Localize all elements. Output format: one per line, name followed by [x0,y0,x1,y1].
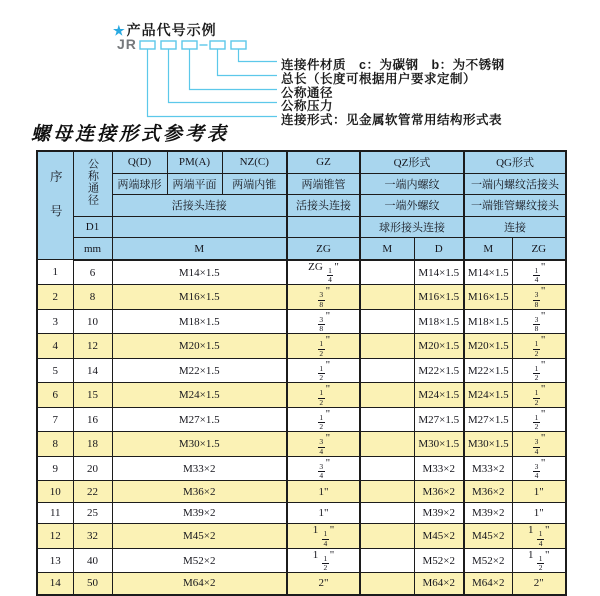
cell [360,432,414,457]
cell: M36×2 [414,481,464,502]
header-qz-line2: 一端外螺纹 [360,195,464,217]
cell: $\frac{3}{4}$ " [287,456,360,481]
cell: 12 [37,524,73,549]
table-row [37,502,566,523]
cell: 1 [37,260,73,285]
header-gz-code: GZ [287,151,360,173]
table-row [37,334,566,359]
diagram-label-pressure: 公称压力 [281,99,334,113]
cell: M16×1.5 [112,285,287,310]
header-qz-code: QZ形式 [360,151,464,173]
cell: 1" [512,481,566,502]
cell: 1 $\frac{1}{2}$ " [512,548,566,573]
cell: M20×1.5 [112,334,287,359]
cell: M27×1.5 [112,407,287,432]
cell [360,524,414,549]
leader-line [239,49,278,62]
cell: $\frac{1}{2}$ " [287,334,360,359]
cell: 14 [73,358,112,383]
product-code-prefix: JR [117,36,137,52]
cell: 14 [37,573,73,595]
header-qg-line2: 一端锥管螺纹接头 [464,195,566,217]
cell: 22 [73,481,112,502]
header-blank-gz [287,216,360,238]
cell: M52×2 [112,548,287,573]
header-blank-qpn [112,216,287,238]
cell: 25 [73,502,112,523]
cell: 13 [37,548,73,573]
diagram-label-material: 连接件材质 c：为碳钢 b：为不锈钢 [281,58,505,72]
cell: M18×1.5 [112,309,287,334]
header-qg-sub2: ZG [512,238,566,260]
fraction: $\frac{3}{4}$ [319,461,324,481]
diagram-label-diameter: 公称通径 [281,86,334,100]
cell: 1 $\frac{1}{4}$ " [287,524,360,549]
fraction: $\frac{1}{2}$ [319,388,324,407]
fraction: $\frac{3}{8}$ [534,290,539,309]
header-m-thread: M [112,238,287,260]
header-qz-sub1: M [360,238,414,260]
header-mm: mm [73,238,112,260]
cell: 6 [73,260,112,285]
cell: $\frac{1}{2}$ " [512,334,566,359]
cell: M30×1.5 [414,432,464,457]
cell: $\frac{1}{2}$ " [287,358,360,383]
fraction: $\frac{3}{4}$ [319,437,324,456]
star-icon: ★ [113,23,126,38]
table-title: 螺母连接形式参考表 [31,124,230,145]
cell: 1" [512,502,566,523]
fraction: $\frac{1}{4}$ [538,529,543,548]
table-body [37,260,566,595]
fraction: $\frac{1}{2}$ [534,388,539,407]
cell: 32 [73,524,112,549]
cell: M30×1.5 [464,432,512,457]
cell: 2 [37,285,73,310]
code-box [231,41,246,49]
fraction: $\frac{1}{2}$ [534,412,539,432]
cell: $\frac{3}{4}$ " [287,432,360,457]
header-qz-line3: 球形接头连接 [360,216,464,238]
fraction: $\frac{1}{4}$ [328,265,332,285]
cell: M39×2 [112,502,287,523]
cell: 18 [73,432,112,457]
cell [360,407,414,432]
table-row [37,260,566,285]
fraction: $\frac{1}{2}$ [538,553,543,572]
cell: $\frac{3}{8}$ " [287,309,360,334]
cell: M52×2 [414,548,464,573]
header-qg-code: QG形式 [464,151,566,173]
header-nz-code: NZ(C) [222,151,287,173]
fraction: $\frac{1}{2}$ [534,363,539,383]
cell: M52×2 [464,548,512,573]
table-row [37,573,566,595]
cell: 1 $\frac{1}{2}$ " [287,548,360,573]
table-row [37,309,566,334]
header-qz-line1: 一端内螺纹 [360,173,464,195]
cell: 1" [287,481,360,502]
cell: 9 [37,456,73,481]
cell [360,548,414,573]
cell: M45×2 [112,524,287,549]
cell [360,502,414,523]
fraction: $\frac{1}{2}$ [323,553,328,572]
table-row [37,358,566,383]
cell: 8 [37,432,73,457]
header-gz-connection: 活接头连接 [287,195,360,217]
cell: M39×2 [414,502,464,523]
leader-line [218,49,278,76]
cell: M36×2 [464,481,512,502]
table-row [37,548,566,573]
cell: $\frac{1}{2}$ " [287,407,360,432]
cell: M22×1.5 [112,358,287,383]
cell: M30×1.5 [112,432,287,457]
cell: 4 [37,334,73,359]
cell: M18×1.5 [414,309,464,334]
cell: 10 [37,481,73,502]
fraction: $\frac{1}{2}$ [319,412,324,432]
cell: M16×1.5 [414,285,464,310]
leader-line [190,49,278,90]
header-d1: D1 [73,216,112,238]
header-qg-sub1: M [464,238,512,260]
table-row [37,407,566,432]
cell: 2" [512,573,566,595]
header-union-connection: 活接头连接 [112,195,287,217]
fraction: $\frac{1}{4}$ [534,265,539,285]
cell: M18×1.5 [464,309,512,334]
cell [360,383,414,408]
code-box [140,41,155,49]
fraction: $\frac{1}{2}$ [319,339,324,358]
cell: M14×1.5 [112,260,287,285]
cell: 3 [37,309,73,334]
table-row [37,383,566,408]
header-serial: 序号 [37,151,73,260]
cell: 11 [37,502,73,523]
cell [360,285,414,310]
fraction: $\frac{1}{4}$ [323,529,328,548]
cell [360,334,414,359]
cell: M33×2 [464,456,512,481]
header-nz-ends: 两端内锥 [222,173,287,195]
cell: 5 [37,358,73,383]
cell: 1 $\frac{1}{4}$ " [512,524,566,549]
fraction: $\frac{1}{2}$ [319,363,324,383]
cell [360,481,414,502]
cell [360,260,414,285]
cell: M27×1.5 [414,407,464,432]
cell: M14×1.5 [464,260,512,285]
header-gz-unit: ZG [287,238,360,260]
header-qg-line3: 连接 [464,216,566,238]
cell: $\frac{1}{2}$ " [287,383,360,408]
cell: M45×2 [464,524,512,549]
cell: M22×1.5 [464,358,512,383]
diagram-label-length: 总长（长度可根据用户要求定制） [281,72,477,86]
cell [360,573,414,595]
cell: 6 [37,383,73,408]
header-pm-code: PM(A) [167,151,222,173]
cell: M33×2 [112,456,287,481]
cell: 15 [73,383,112,408]
cell: M20×1.5 [464,334,512,359]
fraction: $\frac{1}{2}$ [534,339,539,358]
cell: M24×1.5 [112,383,287,408]
cell: M16×1.5 [464,285,512,310]
cell: $\frac{1}{2}$ " [512,383,566,408]
cell: $\frac{3}{4}$ " [512,432,566,457]
cell: M20×1.5 [414,334,464,359]
cell: $\frac{1}{4}$ " [512,260,566,285]
cell: 50 [73,573,112,595]
cell: M64×2 [112,573,287,595]
header-qg-line1: 一端内螺纹活接头 [464,173,566,195]
code-box [210,41,225,49]
leader-line [148,49,278,117]
cell: 20 [73,456,112,481]
cell: 16 [73,407,112,432]
fraction: $\frac{3}{8}$ [534,314,539,334]
cell: M64×2 [414,573,464,595]
diagram-title-text: 产品代号示例 [126,22,217,38]
header-q-code: Q(D) [112,151,167,173]
diagram-label-connection: 连接形式：见金属软管常用结构形式表 [281,113,503,127]
reference-table [36,150,567,596]
table-row [37,285,566,310]
cell: 10 [73,309,112,334]
cell: $\frac{3}{8}$ " [287,285,360,310]
cell: 12 [73,334,112,359]
cell: 2" [287,573,360,595]
cell: 1" [287,502,360,523]
cell: ZG $\frac{1}{4}$ " [287,260,360,285]
header-pm-ends: 两端平面 [167,173,222,195]
header-q-ends: 两端球形 [112,173,167,195]
code-box [182,41,197,49]
cell: M24×1.5 [464,383,512,408]
cell: 8 [73,285,112,310]
fraction: $\frac{3}{8}$ [319,290,324,309]
cell: M24×1.5 [414,383,464,408]
cell: $\frac{3}{8}$ " [512,309,566,334]
cell [360,309,414,334]
cell: $\frac{3}{8}$ " [512,285,566,310]
cell: 40 [73,548,112,573]
cell [360,358,414,383]
cell: M33×2 [414,456,464,481]
table-row [37,524,566,549]
cell: M36×2 [112,481,287,502]
cell: $\frac{3}{4}$ " [512,456,566,481]
header-nominal-diameter: 公称通径 [73,151,112,216]
fraction: $\frac{3}{8}$ [319,314,324,334]
cell: $\frac{1}{2}$ " [512,358,566,383]
cell: M14×1.5 [414,260,464,285]
header-gz-ends: 两端锥管 [287,173,360,195]
cell: 7 [37,407,73,432]
cell: M39×2 [464,502,512,523]
cell: M64×2 [464,573,512,595]
table-row [37,456,566,481]
table-row [37,432,566,457]
code-box [161,41,176,49]
cell: M22×1.5 [414,358,464,383]
table-row [37,481,566,502]
cell: M45×2 [414,524,464,549]
cell [360,456,414,481]
fraction: $\frac{3}{4}$ [534,437,539,456]
fraction: $\frac{3}{4}$ [534,461,539,481]
cell: M27×1.5 [464,407,512,432]
header-qz-sub2: D [414,238,464,260]
cell: $\frac{1}{2}$ " [512,407,566,432]
